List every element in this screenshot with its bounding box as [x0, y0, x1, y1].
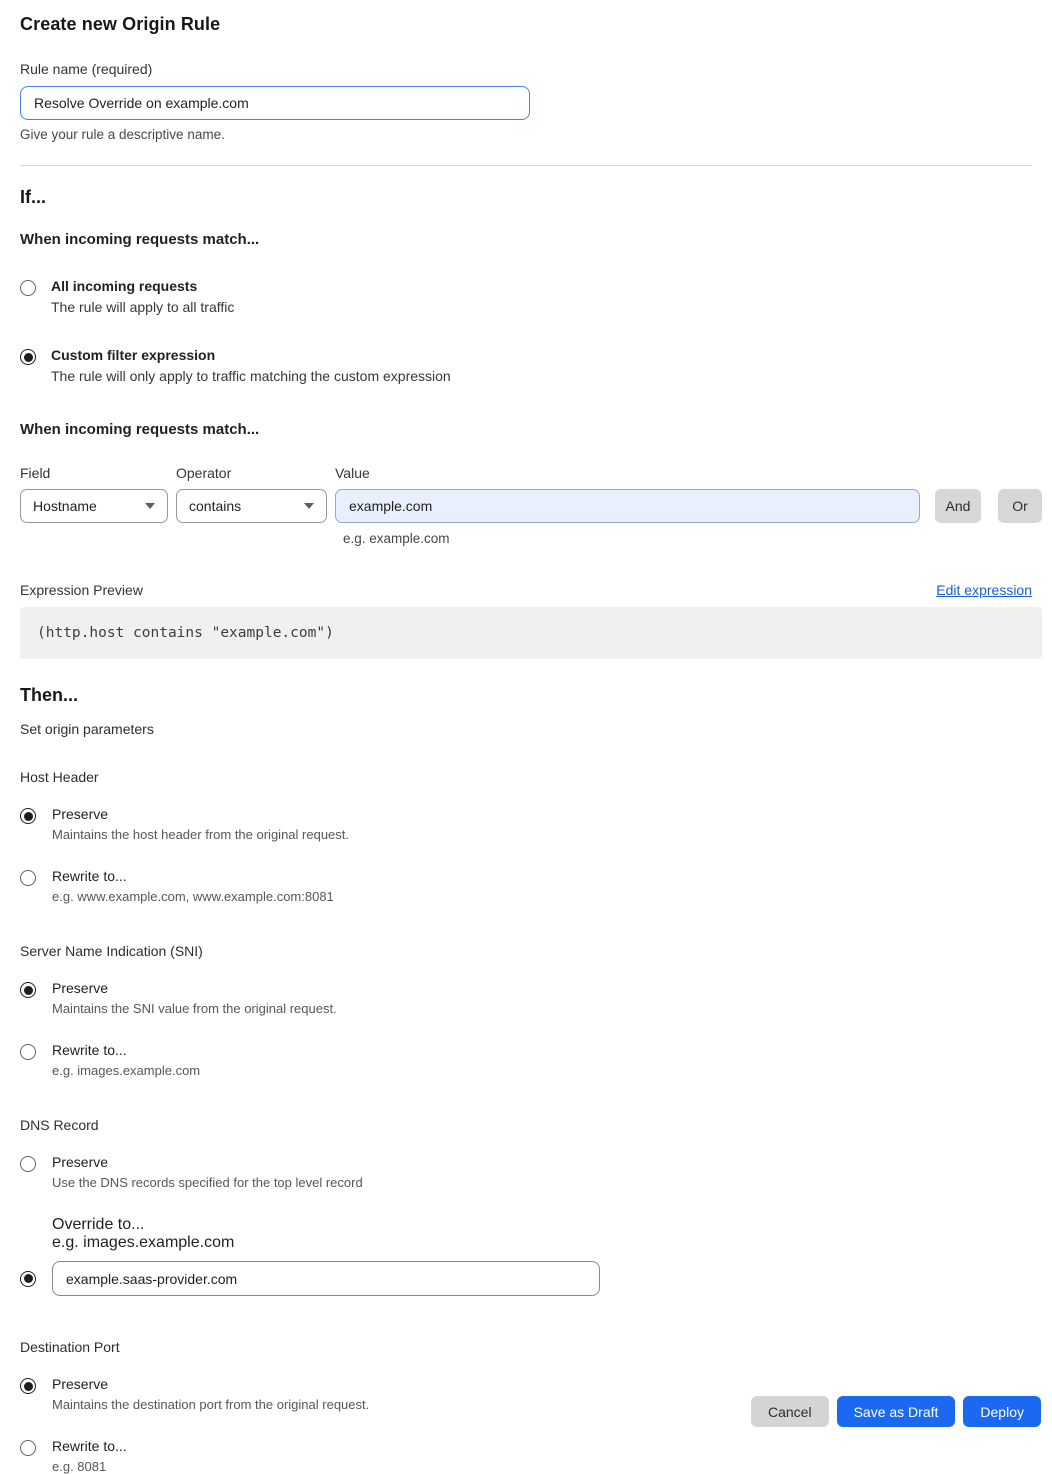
page-title: Create new Origin Rule	[20, 14, 221, 34]
radio-host-header-rewrite[interactable]	[20, 870, 36, 886]
option-description: Use the DNS records specified for the top level record	[52, 1175, 363, 1190]
host-header-rewrite-option[interactable]	[20, 868, 1042, 904]
radio-custom-filter-expression[interactable]	[20, 349, 36, 365]
option-label: Rewrite to...	[52, 868, 127, 884]
builder-controls-row	[20, 489, 1042, 523]
option-description: e.g. images.example.com	[52, 1063, 201, 1078]
expression-preview-header	[20, 582, 1032, 598]
and-button[interactable]: And	[935, 489, 981, 523]
builder-heading: When incoming requests match...	[20, 421, 260, 438]
expression-preview-code: (http.host contains "example.com")	[20, 607, 1042, 659]
cancel-button[interactable]: Cancel	[751, 1396, 829, 1427]
group-title: Destination Port	[20, 1339, 120, 1355]
section-divider	[20, 165, 1032, 166]
option-label: Preserve	[52, 1376, 109, 1392]
dns-preserve-option[interactable]	[20, 1154, 1042, 1190]
option-texts	[52, 1042, 200, 1078]
field-select[interactable]	[20, 489, 168, 523]
option-description: Maintains the host header from the original request.	[52, 827, 350, 842]
builder-labels-row	[20, 465, 1042, 481]
option-texts	[51, 278, 234, 315]
option-label: Custom filter expression	[51, 347, 216, 363]
operator-select-value: contains	[189, 498, 242, 514]
option-description: Maintains the destination port from the original request.	[52, 1397, 370, 1412]
operator-label: Operator	[176, 465, 232, 481]
option-label: Preserve	[52, 1154, 109, 1170]
option-texts	[52, 1216, 1042, 1252]
chevron-down-icon	[145, 503, 155, 509]
host-header-preserve-option[interactable]	[20, 806, 1042, 842]
radio-port-preserve[interactable]	[20, 1378, 36, 1394]
field-select-value: Hostname	[33, 498, 97, 514]
value-input[interactable]	[335, 489, 920, 523]
option-texts	[52, 868, 334, 904]
group-sni	[20, 943, 1042, 1078]
option-description: The rule will only apply to traffic matching the custom expression	[51, 368, 451, 384]
port-rewrite-option[interactable]	[20, 1438, 1042, 1474]
option-label: Preserve	[52, 980, 109, 996]
option-custom-filter-expression[interactable]	[20, 347, 1042, 384]
then-heading: Then...	[20, 685, 78, 705]
group-title: Server Name Indication (SNI)	[20, 943, 203, 959]
radio-port-rewrite[interactable]	[20, 1440, 36, 1456]
radio-dns-preserve[interactable]	[20, 1156, 36, 1172]
group-host-header	[20, 769, 1042, 904]
if-subheading: When incoming requests match...	[20, 231, 260, 248]
chevron-down-icon	[304, 503, 314, 509]
value-helper: e.g. example.com	[343, 531, 450, 546]
option-label: Rewrite to...	[52, 1438, 127, 1454]
group-dns-record	[20, 1117, 1042, 1296]
radio-host-header-preserve[interactable]	[20, 808, 36, 824]
option-description: e.g. images.example.com	[52, 1234, 235, 1251]
option-texts	[51, 347, 451, 384]
operator-select[interactable]	[176, 489, 327, 523]
option-label: Override to...	[52, 1216, 145, 1233]
expression-preview-label: Expression Preview	[20, 582, 143, 598]
if-heading: If...	[20, 187, 46, 207]
value-label: Value	[335, 465, 370, 481]
rule-name-input[interactable]	[20, 86, 530, 120]
option-description: e.g. 8081	[52, 1459, 107, 1474]
option-texts	[52, 1438, 127, 1474]
option-description: Maintains the SNI value from the original request.	[52, 1001, 337, 1016]
radio-dns-override[interactable]	[20, 1271, 36, 1287]
dns-override-option[interactable]	[20, 1216, 1042, 1296]
group-title: DNS Record	[20, 1117, 99, 1133]
radio-sni-rewrite[interactable]	[20, 1044, 36, 1060]
option-description: The rule will apply to all traffic	[51, 299, 235, 315]
save-as-draft-button[interactable]: Save as Draft	[837, 1396, 956, 1427]
rule-name-helper: Give your rule a descriptive name.	[20, 127, 225, 142]
deploy-button[interactable]: Deploy	[963, 1396, 1041, 1427]
edit-expression-link[interactable]: Edit expression	[936, 582, 1032, 598]
sni-preserve-option[interactable]	[20, 980, 1042, 1016]
rule-name-label: Rule name (required)	[20, 61, 153, 77]
group-title: Host Header	[20, 769, 99, 785]
dns-override-row	[20, 1261, 1042, 1296]
option-label: All incoming requests	[51, 278, 198, 294]
then-subheading: Set origin parameters	[20, 721, 154, 737]
option-label: Rewrite to...	[52, 1042, 127, 1058]
or-button[interactable]: Or	[998, 489, 1042, 523]
footer-actions	[0, 1396, 1052, 1427]
rule-name-section	[20, 61, 1042, 142]
sni-rewrite-option[interactable]	[20, 1042, 1042, 1078]
radio-all-incoming-requests[interactable]	[20, 280, 36, 296]
option-texts	[52, 980, 337, 1016]
field-label: Field	[20, 465, 51, 481]
radio-sni-preserve[interactable]	[20, 982, 36, 998]
option-description: e.g. www.example.com, www.example.com:8081	[52, 889, 334, 904]
option-texts	[52, 806, 349, 842]
option-label: Preserve	[52, 806, 109, 822]
option-all-incoming-requests[interactable]	[20, 278, 1042, 315]
dns-override-input[interactable]	[52, 1261, 600, 1296]
option-texts	[52, 1154, 363, 1190]
